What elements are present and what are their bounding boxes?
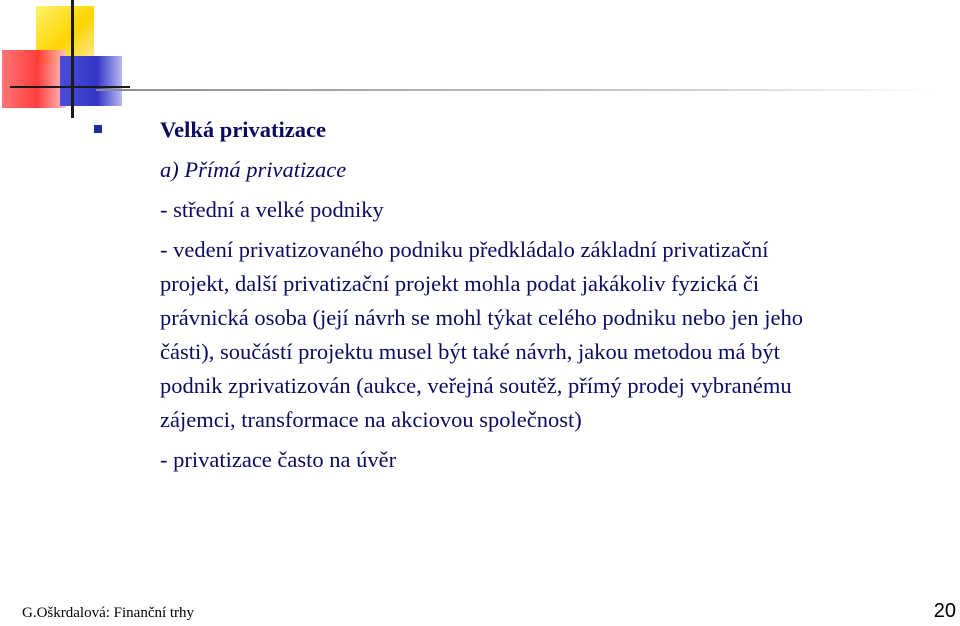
header-rule <box>96 89 936 91</box>
paragraph-line: projekt, další privatizační projekt mohla podat jakákoliv fyzická či <box>160 271 760 296</box>
paragraph-line: části), součástí projektu musel být také návrh, jakou metodou má být <box>160 339 780 364</box>
horizontal-line <box>10 86 130 88</box>
page-number: 20 <box>933 600 956 622</box>
text-line: - střední a velké podniky <box>160 197 384 222</box>
paragraph-line: právnická osoba (její návrh se mohl týkat celého podniku nebo jen jeho <box>160 305 803 330</box>
paragraph <box>160 233 950 437</box>
paragraph-line: podnik zprivatizován (aukce, veřejná soutěž, přímý prodej vybranému <box>160 373 792 398</box>
paragraph-line: - vedení privatizovaného podniku předkládalo základní privatizační <box>160 237 769 262</box>
slide-heading: Velká privatizace <box>160 117 327 142</box>
slide-content <box>160 113 950 477</box>
decorative-logo <box>0 0 160 130</box>
blue-square <box>60 56 122 106</box>
bullet-icon <box>94 125 102 133</box>
slide-subheading: a) Přímá privatizace <box>160 157 347 182</box>
text-line: - privatizace často na úvěr <box>160 447 397 472</box>
footer-author: G.Oškrdalová: Finanční trhy <box>22 605 195 621</box>
red-square <box>2 50 66 108</box>
paragraph-line: zájemci, transformace na akciovou společnost) <box>160 407 582 432</box>
vertical-line <box>71 0 74 118</box>
